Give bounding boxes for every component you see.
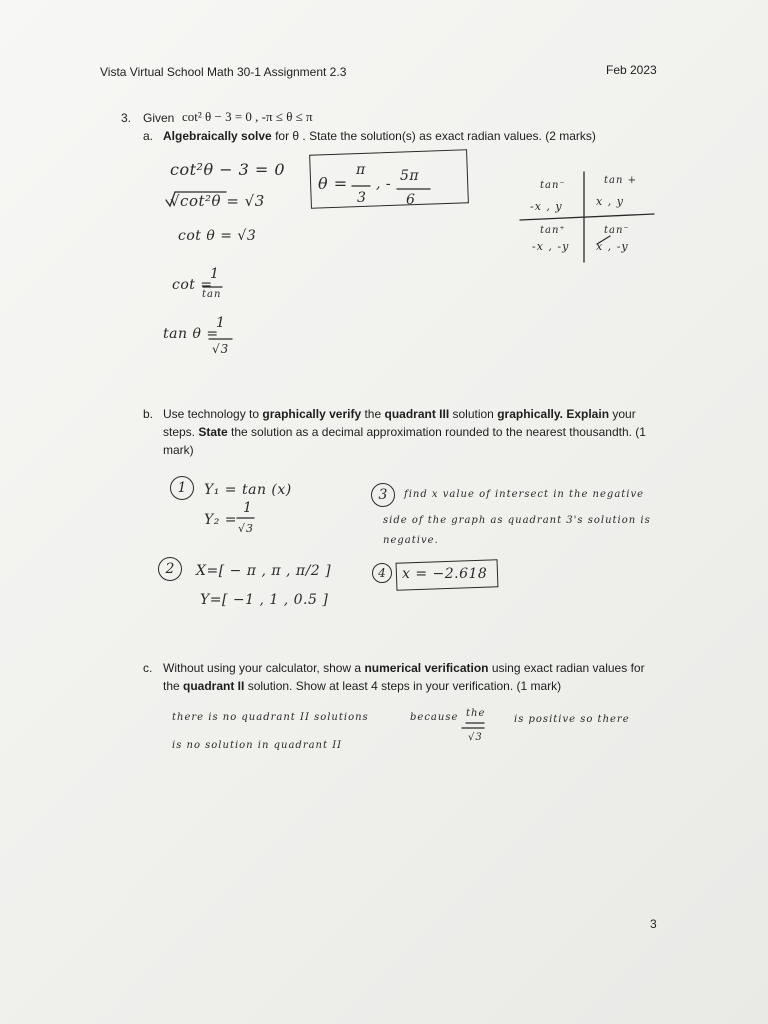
step-2-number: 2 <box>158 557 182 581</box>
question-number: 3. <box>121 111 132 125</box>
part-a-prompt: Algebraically solve for θ . State the solution(s) as exact radian values. (2 marks) <box>163 129 596 143</box>
step-1-y2-num: 1 <box>243 500 253 516</box>
part-c-answer-line-2: is no solution in quadrant II <box>172 740 343 751</box>
step-2-y-window: Y=[ −1 , 1 , 0.5 ] <box>200 592 329 608</box>
document-date: Feb 2023 <box>606 63 657 77</box>
quadrant-4-function: tan⁻ <box>604 225 630 236</box>
work-line-1: cot²θ − 3 = 0 <box>170 160 286 179</box>
answer-first-den: 3 <box>357 190 367 206</box>
part-c-prompt-line-1: Without using your calculator, show a numerical verification using exact radian values for <box>163 661 645 675</box>
document-title: Vista Virtual School Math 30-1 Assignment 2.3 <box>100 65 347 79</box>
work-line-4-lhs: cot = <box>172 277 213 293</box>
step-4-number: 4 <box>372 563 392 583</box>
quadrant-2-function: tan⁻ <box>540 180 566 191</box>
part-b-prompt-line-2: steps. State the solution as a decimal approximation rounded to the nearest thousandth. (1 <box>163 425 646 439</box>
quadrant-2-coords: -x , y <box>530 200 563 213</box>
part-c-answer-line-1: there is no quadrant II solutions <box>172 712 369 723</box>
step-3-number: 3 <box>371 483 395 507</box>
work-line-4-num: 1 <box>210 266 220 282</box>
part-b-prompt-line-3: mark) <box>163 443 194 457</box>
work-line-2: √cot²θ = √3 <box>170 192 265 210</box>
part-c-label: c. <box>143 661 153 675</box>
work-line-5-num: 1 <box>216 315 226 331</box>
part-c-answer-fraction-num: the <box>466 708 486 719</box>
question-given-expression: cot² θ − 3 = 0 , -π ≤ θ ≤ π <box>182 109 313 124</box>
answer-first-num: π <box>356 162 366 178</box>
step-3-line-3: negative. <box>383 535 439 546</box>
work-line-3: cot θ = √3 <box>178 228 257 244</box>
part-c-answer-fraction-den: √3 <box>468 732 483 743</box>
part-c-answer-because: because <box>410 712 459 723</box>
work-line-5-lhs: tan θ = <box>163 326 219 342</box>
quadrant-3-function: tan⁺ <box>540 225 566 236</box>
step-3-line-1: find x value of intersect in the negative <box>404 489 645 500</box>
quadrant-3-coords: -x , -y <box>532 240 570 253</box>
answer-second-den: 6 <box>406 192 416 208</box>
part-a-label: a. <box>143 129 154 143</box>
step-1-y1: Y₁ = tan (x) <box>204 482 292 498</box>
step-2-x-window: X=[ − π , π , π/2 ] <box>196 563 332 579</box>
quadrant-1-function: tan + <box>604 175 637 186</box>
answer-second-num: 5π <box>400 168 420 184</box>
radical-stroke-1 <box>166 192 226 206</box>
part-b-label: b. <box>143 407 154 421</box>
quadrant-horizontal-axis <box>520 214 654 220</box>
part-c-prompt-line-2: the quadrant II solution. Show at least 4 steps in your verification. (1 mark) <box>163 679 562 693</box>
work-line-4-den: tan <box>202 289 222 300</box>
crossout-mark <box>597 236 610 244</box>
answer-theta: θ = <box>318 174 348 193</box>
question-given-label: Given <box>143 111 175 125</box>
step-3-line-2: side of the graph as quadrant 3's solution is <box>383 515 651 526</box>
work-line-5-den: √3 <box>212 342 230 356</box>
page-number: 3 <box>650 917 657 931</box>
part-c-answer-tail: is positive so there <box>514 714 630 725</box>
step-1-y2-den: √3 <box>238 522 255 535</box>
part-b-prompt-line-1: Use technology to graphically verify the quadrant III solution graphically. Explain your <box>163 407 636 421</box>
quadrant-4-coords: x , -y <box>596 240 629 253</box>
answer-separator: , - <box>376 176 392 192</box>
step-1-number: 1 <box>170 476 194 500</box>
step-1-y2-lhs: Y₂ = <box>204 512 238 528</box>
step-4-answer: x = −2.618 <box>402 566 488 582</box>
quadrant-1-coords: x , y <box>596 195 624 208</box>
